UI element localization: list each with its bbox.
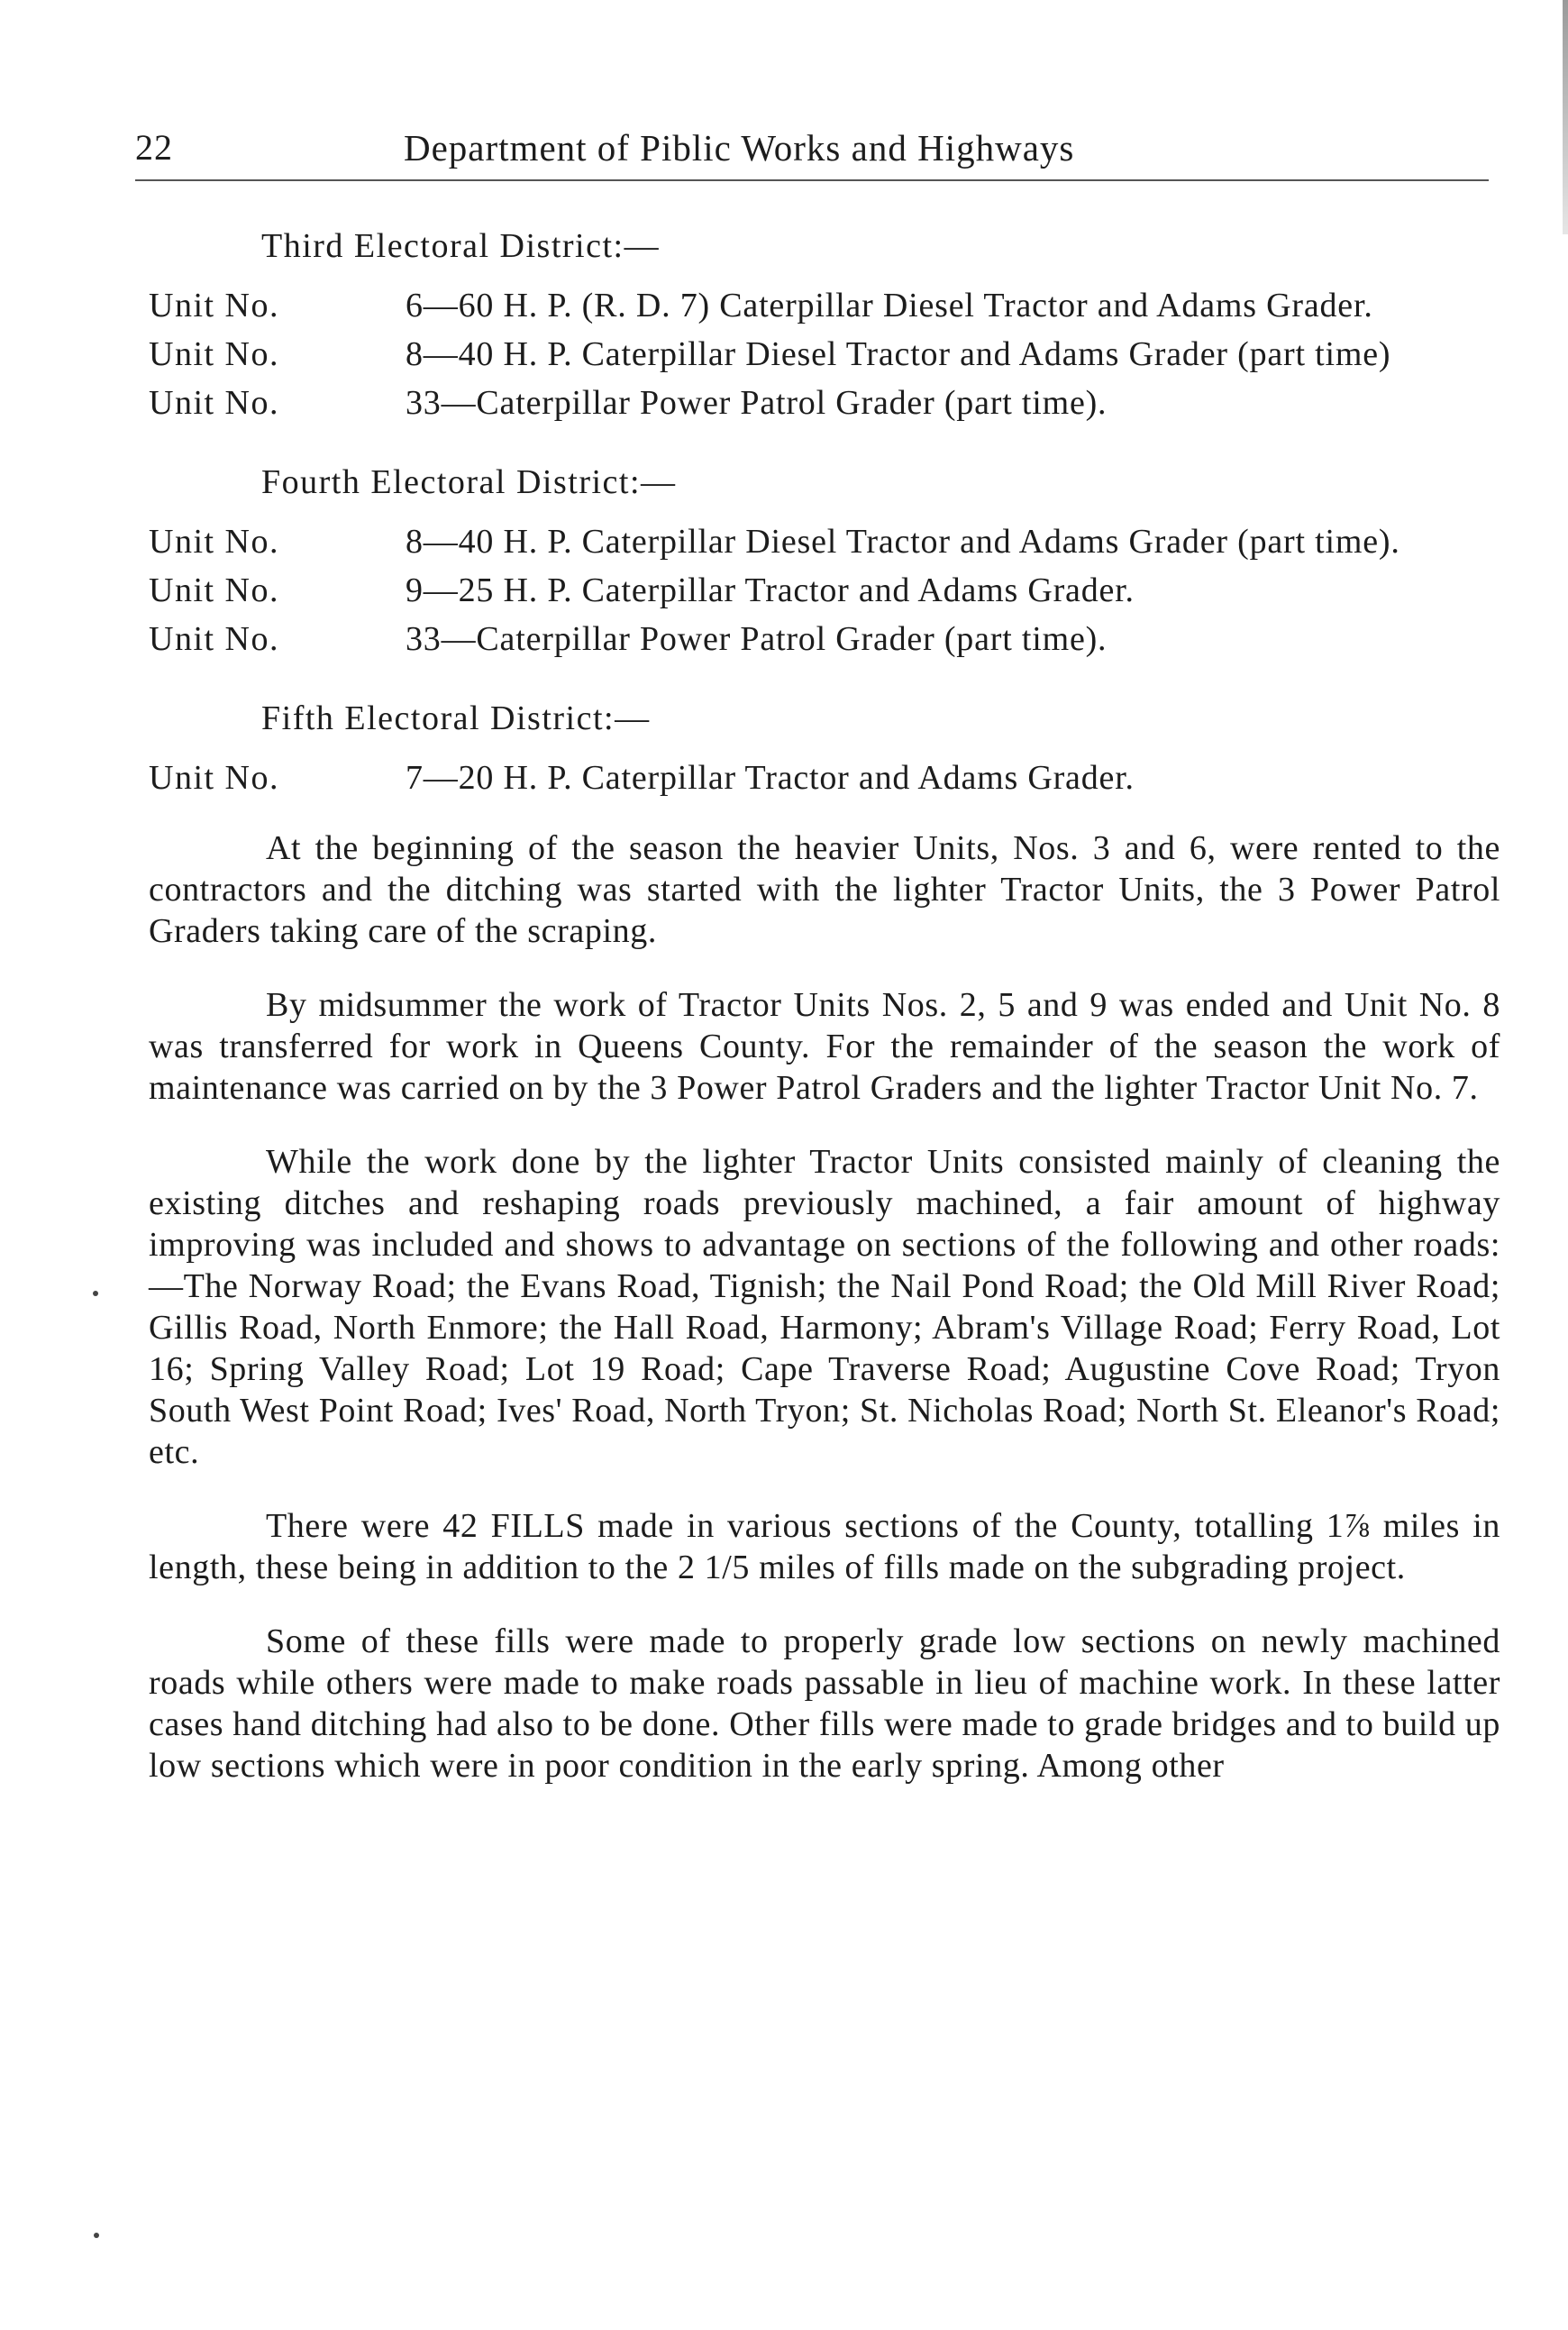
page-number: 22 xyxy=(135,127,173,168)
unit-label: Unit No. xyxy=(149,384,279,422)
header-rule xyxy=(135,179,1489,181)
unit-label: Unit No. xyxy=(149,335,279,373)
edge-shadow xyxy=(1563,0,1568,234)
paragraph: By midsummer the work of Tractor Units Nos. 2, 5 and 9 was ended and Unit No. 8 was transferred for work in Queens County. For the remainder of the season the work of maintenance was carried on by the 3 Power Patrol Graders and the lighter Tractor Unit No. 7. xyxy=(149,986,1500,1107)
district-heading-fourth: Fourth Electoral District:— xyxy=(261,463,677,501)
unit-entry xyxy=(149,521,1500,562)
unit-description: 7—20 H. P. Caterpillar Tractor and Adams Grader. xyxy=(406,759,1135,797)
unit-label: Unit No. xyxy=(149,571,279,609)
paragraph: There were 42 FILLS made in various sections of the County, totalling 1⅞ miles in length, these being in addition to the 2 1/5 miles of fills made on the subgrading project. xyxy=(149,1507,1500,1586)
unit-description: 33—Caterpillar Power Patrol Grader (part time). xyxy=(406,620,1108,658)
paragraph: While the work done by the lighter Tractor Units consisted mainly of cleaning the existing ditches and reshaping roads previously machined, a fair amount of highway improving was included and shows to advantage on sections of the following and other roads:—The Norway Road; the Evans Road, Tignish; the Nail Pond Road; the Old Mill River Road; Gillis Road, North Enmore; the Hall Road, Harmony; Abram's Village Road; Ferry Road, Lot 16; Spring Valley Road; Lot 19 Road; Cape Traverse Road; Augustine Cove Road; Tryon South West Point Road; Ives' Road, North Tryon; St. Nicholas Road; North St. Eleanor's Road; etc. xyxy=(149,1143,1500,1471)
unit-entry xyxy=(149,757,1500,799)
unit-label: Unit No. xyxy=(149,620,279,658)
unit-entry xyxy=(149,618,1500,660)
unit-label: Unit No. xyxy=(149,287,279,324)
unit-description: 33—Caterpillar Power Patrol Grader (part time). xyxy=(406,384,1108,422)
scan-speck xyxy=(93,1291,98,1296)
paragraph: At the beginning of the season the heavier Units, Nos. 3 and 6, were rented to the contractors and the ditching was started with the lighter Tractor Units, the 3 Power Patrol Graders taking care of the scraping. xyxy=(149,829,1500,950)
scan-speck xyxy=(94,2233,99,2238)
paragraph: Some of these fills were made to properly grade low sections on newly machined roads while others were made to make roads passable in lieu of machine work. In these latter cases hand ditching had also to be done. Other fills were made to grade bridges and to build up low sections which were in poor condition in the early spring. Among other xyxy=(149,1622,1500,1785)
running-title: Department of Piblic Works and Highways xyxy=(404,127,1075,169)
district-heading-fifth: Fifth Electoral District:— xyxy=(261,699,651,737)
body-text xyxy=(149,216,1500,1819)
page-header xyxy=(135,126,1487,177)
unit-entry xyxy=(149,334,1500,375)
unit-description: 6—60 H. P. (R. D. 7) Caterpillar Diesel Tractor and Adams Grader. xyxy=(406,287,1373,324)
unit-description: 8—40 H. P. Caterpillar Diesel Tractor and Adams Grader (part time). xyxy=(406,523,1400,561)
unit-description: 9—25 H. P. Caterpillar Tractor and Adams Grader. xyxy=(406,571,1135,609)
unit-entry xyxy=(149,382,1500,424)
unit-label: Unit No. xyxy=(149,759,279,797)
unit-entry xyxy=(149,570,1500,611)
unit-label: Unit No. xyxy=(149,523,279,561)
district-heading-third: Third Electoral District:— xyxy=(261,227,661,265)
unit-description: 8—40 H. P. Caterpillar Diesel Tractor and Adams Grader (part time) xyxy=(406,335,1391,373)
unit-entry xyxy=(149,285,1500,326)
